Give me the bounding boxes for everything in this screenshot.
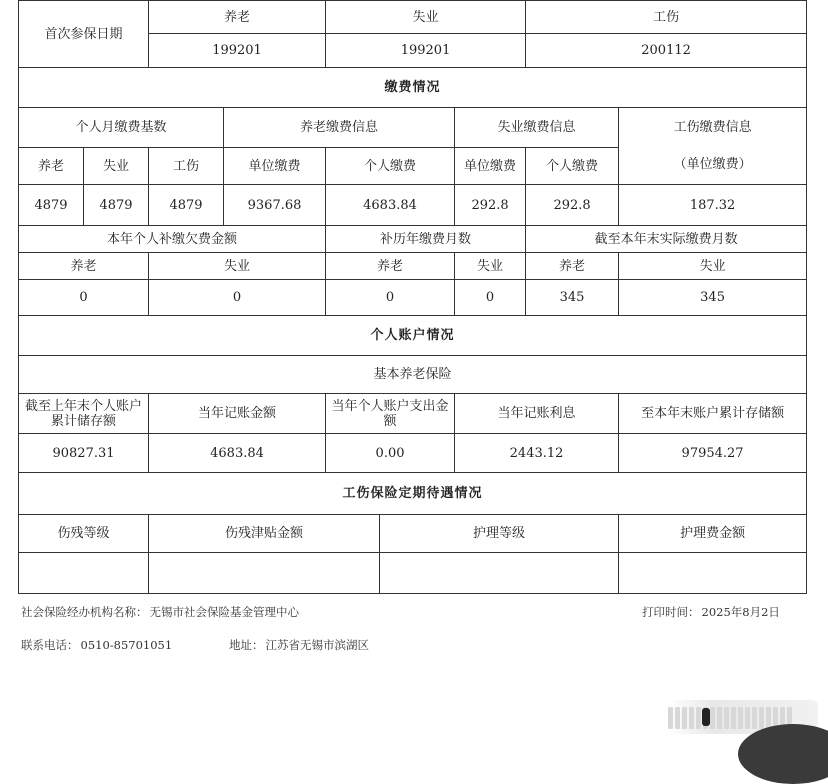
current-year-expense-header: 当年个人账户支出金额 — [326, 394, 455, 434]
supplement-months-pension-value: 0 — [326, 280, 455, 316]
prior-year-balance-header: 截至上年末个人账户累计储存额 — [19, 394, 149, 434]
supplement-months-pension-header: 养老 — [326, 253, 455, 280]
injury-info-group-header — [619, 108, 807, 185]
base-header-pension: 养老 — [19, 148, 84, 185]
enroll-header-pension: 养老 — [149, 1, 326, 34]
base-header-unemployment: 失业 — [84, 148, 149, 185]
supplement-amount-pension-value: 0 — [19, 280, 149, 316]
actual-months-unemployment-value: 345 — [619, 280, 807, 316]
current-year-interest-value: 2443.12 — [455, 434, 619, 473]
agency-line — [21, 604, 301, 620]
actual-months-pension-header: 养老 — [526, 253, 619, 280]
phone-line — [21, 637, 174, 653]
pension-employer-value: 9367.68 — [224, 185, 326, 226]
enroll-value-injury: 200112 — [526, 34, 807, 68]
pension-info-group-header: 养老缴费信息 — [224, 108, 455, 148]
supplement-months-group-header: 补历年缴费月数 — [326, 226, 526, 253]
print-time-label: 打印时间： — [642, 605, 700, 619]
address-value: 江苏省无锡市滨湖区 — [265, 638, 369, 652]
year-end-balance-header: 至本年末账户累计存储额 — [619, 394, 807, 434]
nursing-level-header: 护理等级 — [380, 515, 619, 553]
address-label: 地址： — [229, 638, 264, 652]
supplement-amount-unemployment-header: 失业 — [149, 253, 326, 280]
agency-label: 社会保险经办机构名称： — [21, 605, 148, 619]
year-end-balance-value: 97954.27 — [619, 434, 807, 473]
injury-employer-value: 187.32 — [619, 185, 807, 226]
disability-level-value — [19, 553, 149, 594]
current-year-credit-header: 当年记账金额 — [149, 394, 326, 434]
base-value-unemployment: 4879 — [84, 185, 149, 226]
base-header-injury: 工伤 — [149, 148, 224, 185]
injury-info-subtitle: （单位缴费） — [673, 157, 752, 172]
current-year-expense-value: 0.00 — [326, 434, 455, 473]
supplement-amount-pension-header: 养老 — [19, 253, 149, 280]
actual-months-unemployment-header: 失业 — [619, 253, 807, 280]
watermark-circle — [738, 724, 828, 784]
unemployment-personal-header: 个人缴费 — [526, 148, 619, 185]
social-insurance-record-sheet — [18, 0, 806, 594]
injury-info-title: 工伤缴费信息 — [673, 120, 752, 135]
print-time-line — [642, 604, 782, 620]
first-enroll-date-label: 首次参保日期 — [19, 1, 149, 68]
supplement-months-unemployment-header: 失业 — [455, 253, 526, 280]
basic-pension-subtitle: 基本养老保险 — [19, 356, 807, 394]
agency-value: 无锡市社会保险基金管理中心 — [149, 605, 299, 619]
current-year-interest-header: 当年记账利息 — [455, 394, 619, 434]
unemployment-employer-header: 单位缴费 — [455, 148, 526, 185]
pension-personal-value: 4683.84 — [326, 185, 455, 226]
personal-base-group-header: 个人月缴费基数 — [19, 108, 224, 148]
actual-months-pension-value: 345 — [526, 280, 619, 316]
disability-level-header: 伤残等级 — [19, 515, 149, 553]
base-value-injury: 4879 — [149, 185, 224, 226]
nursing-fee-header: 护理费金额 — [619, 515, 807, 553]
pension-personal-header: 个人缴费 — [326, 148, 455, 185]
supplement-amount-unemployment-value: 0 — [149, 280, 326, 316]
enroll-header-unemployment: 失业 — [326, 1, 526, 34]
enroll-value-unemployment: 199201 — [326, 34, 526, 68]
record-table — [18, 0, 807, 594]
enroll-value-pension: 199201 — [149, 34, 326, 68]
account-section-title: 个人账户情况 — [19, 316, 807, 356]
nursing-fee-value — [619, 553, 807, 594]
base-value-pension: 4879 — [19, 185, 84, 226]
unemployment-personal-value: 292.8 — [526, 185, 619, 226]
actual-months-group-header: 截至本年末实际缴费月数 — [526, 226, 807, 253]
unemployment-employer-value: 292.8 — [455, 185, 526, 226]
nursing-level-value — [380, 553, 619, 594]
current-year-credit-value: 4683.84 — [149, 434, 326, 473]
phone-value: 0510-85701051 — [80, 638, 173, 652]
prior-year-balance-value: 90827.31 — [19, 434, 149, 473]
injury-benefit-section-title: 工伤保险定期待遇情况 — [19, 473, 807, 515]
disability-allowance-header: 伤残津贴金额 — [149, 515, 380, 553]
disability-allowance-value — [149, 553, 380, 594]
watermark-mark — [702, 708, 710, 726]
payment-section-title: 缴费情况 — [19, 68, 807, 108]
pension-employer-header: 单位缴费 — [224, 148, 326, 185]
enroll-header-injury: 工伤 — [526, 1, 807, 34]
supplement-amount-group-header: 本年个人补缴欠费金额 — [19, 226, 326, 253]
unemployment-info-group-header: 失业缴费信息 — [455, 108, 619, 148]
address-line — [229, 637, 371, 653]
supplement-months-unemployment-value: 0 — [455, 280, 526, 316]
phone-label: 联系电话： — [21, 638, 79, 652]
print-time-value: 2025年8月2日 — [701, 605, 780, 619]
